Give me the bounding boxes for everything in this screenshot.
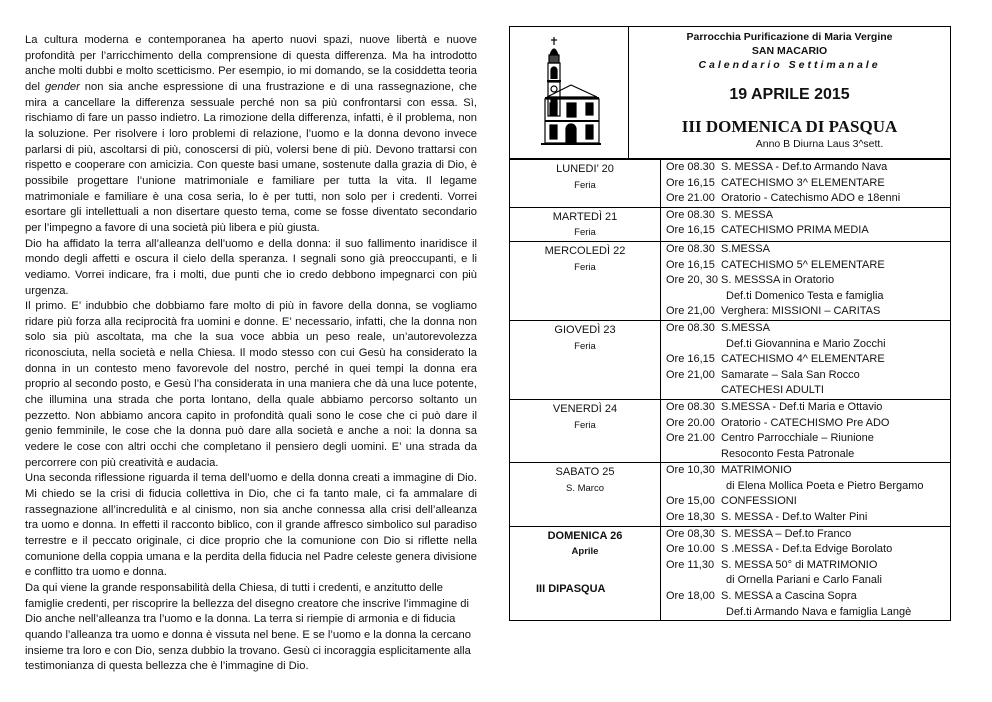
day-subtitle: S. Marco [565,482,604,494]
slot-time: Ore 08.30 [666,242,715,255]
slot-description: CATECHISMO 4^ ELEMENTARE [721,353,885,366]
slot-time [661,605,726,621]
slot-description: CONFESSIONI [721,495,797,508]
day-subtitle: Feria [574,227,596,239]
day-name: MARTEDÌ 21 [552,210,618,223]
schedule-day-cell [510,526,661,621]
schedule-table [509,159,951,621]
schedule-slot [661,223,950,239]
slot-description: MATRIMONIO [721,464,792,477]
day-name: SABATO 25 [555,466,615,479]
schedule-slot [661,242,950,258]
day-extra-label: III DIPASQUA [536,582,606,595]
schedule-slot [661,479,950,495]
day-subtitle: Feria [574,179,596,191]
slot-description: S. MESSA - Def.to Walter Pini [721,511,868,524]
slot-description: di Elena Mollica Poeta e Pietro Bergamo [726,479,924,492]
schedule-row [510,463,951,526]
schedule-day-cell [510,207,661,241]
slot-time: Ore 08.30 [666,208,715,221]
day-subtitle: Feria [574,340,596,352]
slot-description: Oratorio - Catechismo ADO e 18enni [721,192,901,205]
schedule-slot [661,542,950,558]
slot-description: S .MESSA - Def.ta Edvige Borolato [721,543,893,556]
schedule-slots-cell [661,241,951,320]
schedule-slot [661,176,950,192]
schedule-slot [661,416,950,432]
schedule-row [510,320,951,399]
schedule-slots-cell [661,399,951,462]
day-subtitle: Feria [574,419,596,431]
slot-description: S. MESSA [721,208,773,221]
schedule-slot [661,208,950,224]
slot-description: Def.ti Giovannina e Mario Zocchi [726,337,886,350]
slot-time: Ore 08.30 [666,400,715,413]
day-name: DOMENICA 26 [547,529,623,542]
calendar-header [509,26,951,159]
article-paragraph: La cultura moderna e contemporanea ha aperto nuovi spazi, nuove libertà e nuove profondità per l’arricchimento della comprensione di questa differenza. Ma ha introdotto anche molti dubbi e molto scetticismo. Per esempio, io mi domando, se la cosiddetta teoria del gender non sia anche espressione di una frustrazione e di una rassegnazione, che mira a cancellare la differenza sessuale perché non sa più confrontarsi con essa. Sì, rischiamo di fare un passo indietro. La rimozione della differenza, infatti, è il problema, non la soluzione. Per risolvere i loro problemi di relazione, l’uomo e la donna devono invece parlarsi di più, ascoltarsi di più, conoscersi di più, volersi bene di più. Devono trattarsi con rispetto e cooperare con amicizia. Con queste basi umane, sostenute dalla grazia di Dio, è possibile progettare l’unione matrimoniale e familiare per tutta la vita. Il legame matrimoniale e familiare è una cosa seria, lo è per tutti, non solo per i credenti. Vorrei esortare gli intellettuali a non disertare questo tema, come se fosse diventato secondario per l’impegno a favore di una società più libera e più giusta. [25,34,478,234]
calendar-date: 19 APRILE 2015 [729,86,850,103]
slot-time [661,447,721,463]
slot-description: Oratorio - CATECHISMO Pre ADO [721,416,890,429]
slot-time: Ore 08.30 [666,161,715,173]
slot-time: Ore 21,00 [666,305,715,318]
slot-time: Ore 08,30 [666,527,715,540]
schedule-slot [661,289,950,305]
slot-time [661,573,726,589]
article-paragraph: Da qui viene la grande responsabilità della Chiesa, di tutti i credenti, e anzitutto delle famiglie credenti, per riscoprire la bellezza del disegno creatore che inscrive l’immagine di Dio anche nell’alleanza tra l’uomo e la donna. La terra si riempie di armonia e di fiducia quando l’alleanza tra uomo e donna è vissuta nel bene. E se l’uomo e la donna la cercano insieme tra loro e con Dio, senza dubbio la trovano. Gesù ci incoraggia esplicitamente alla testimonianza di questa bellezza che è l’immagine di Dio. [25,581,471,673]
slot-time: Ore 10,30 [666,464,715,477]
slot-description: S.MESSA [721,321,770,334]
slot-time [661,289,726,305]
article-paragraph: Una seconda riflessione riguarda il tema dell’uomo e della donna creati a immagine di Dio. Mi chiedo se la crisi di fiducia collettiva in Dio, che ci fa tanto male, ci fa ammalare di rassegnazione all’incredulità e al cinismo, non sia anche connessa alla crisi dell’alleanza tra uomo e donna. In effetti il racconto biblico, con il grande affresco simbolico sul paradiso terrestre e il peccato originale, ci dice proprio che la comunione con Dio si riflette nella comunione della coppia umana e la perdita della fiducia nel Padre celeste genera divisione e conflitto tra uomo e donna. [25,472,477,579]
slot-description: Verghera: MISSIONI – CARITAS [721,305,881,318]
day-subtitle: Aprile [571,546,599,558]
schedule-slots-cell [661,463,951,526]
schedule-slots-cell [661,207,951,241]
schedule-slot [661,352,950,368]
slot-description: S. MESSA – Def.to Franco [721,527,852,540]
slot-description: S. MESSA a Cascina Sopra [721,590,857,603]
schedule-day-cell [510,241,661,320]
article-paragraph: Il primo. E’ indubbio che dobbiamo fare molto di più in favore della donna, se vogliamo ridare più forza alla reciprocità fra uomini e donne. E’ necessario, infatti, che la donna non solo sia più ascoltata, ma che la sua voce abbia un peso reale, un’autorevolezza riconosciuta, nella società e nella Chiesa. Il modo stesso con cui Gesù ha considerato la donna in un contesto meno favorevole del nostro, perché in quei tempi la donna era proprio al secondo posto, e Gesù l’ha considerata in una maniera che dà una luce potente, che illumina una strada che porta lontano, della quale abbiamo percorso soltanto un pezzetto. Non abbiamo ancora capito in profondità quali sono le cose che ci può dare il genio femminile, le cose che la donna può dare alla società e anche a noi: la donna sa vedere le cose con altri occhi che completano il pensiero degli uomini. E’ una strada da percorrere con più creatività e audacia. [25,300,477,469]
schedule-slots-cell [661,160,951,208]
schedule-slot [661,510,950,526]
slot-time [661,337,726,353]
slot-time [661,479,726,495]
day-name: VENERDÌ 24 [552,402,618,415]
schedule-slot [661,447,950,463]
schedule-slot [661,527,950,543]
schedule-slot [661,589,950,605]
article-text [25,33,477,675]
slot-description: S. MESSA - Def.to Armando Nava [721,161,888,173]
schedule-slot [661,160,950,176]
schedule-slot [661,558,950,574]
slot-time: Ore 16,15 [666,224,715,237]
slot-description: S. MESSA 50° di MATRIMONIO [721,558,878,571]
schedule-slot [661,431,950,447]
slot-description: Def.ti Domenico Testa e famiglia [726,289,884,302]
church-bell-tower-icon [537,35,601,151]
schedule-day-cell [510,463,661,526]
slot-time: Ore 11,30 [666,558,715,571]
schedule-slots-cell [661,526,951,621]
slot-description: Def.ti Armando Nava e famiglia Langè [726,605,912,618]
slot-time: Ore 20, 30 [666,274,718,287]
schedule-slot [661,191,950,207]
slot-description: S.MESSA - Def.ti Maria e Ottavio [721,400,883,413]
slot-time [661,383,721,399]
schedule-slot [661,400,950,416]
day-name: GIOVEDÌ 23 [554,323,616,336]
slot-time: Ore 18,00 [666,590,715,603]
calendar-label: Calendario Settimanale [698,59,881,71]
slot-time: Ore 16,15 [666,258,715,271]
slot-time: Ore 20.00 [666,416,715,429]
schedule-row [510,207,951,241]
slot-description: di Ornella Pariani e Carlo Fanali [726,574,882,587]
slot-time: Ore 21.00 [666,192,715,205]
parish-name: Parrocchia Purificazione di Maria Vergine [686,31,893,43]
schedule-row [510,160,951,208]
slot-description: S.MESSA [721,242,770,255]
parish-place: SAN MACARIO [751,45,828,57]
slot-time: Ore 21,00 [666,368,715,381]
schedule-slot [661,383,950,399]
day-name: LUNEDI’ 20 [556,163,614,175]
schedule-slot [661,368,950,384]
schedule-slot [661,321,950,337]
slot-time: Ore 10.00 [666,543,715,556]
schedule-slot [661,304,950,320]
schedule-slot [661,573,950,589]
schedule-slot [661,605,950,621]
slot-description: CATECHISMO 5^ ELEMENTARE [721,258,885,271]
schedule-row [510,399,951,462]
schedule-row [510,526,951,621]
schedule-day-cell [510,399,661,462]
slot-time: Ore 16,15 [666,353,715,366]
schedule-slot [661,463,950,479]
schedule-row [510,241,951,320]
day-subtitle: Feria [574,261,596,273]
slot-description: S. MESSSA in Oratorio [721,274,835,287]
schedule-slot [661,494,950,510]
slot-description: Centro Parrocchiale – Riunione [721,432,874,445]
slot-time: Ore 18,30 [666,511,715,524]
slot-description: Resoconto Festa Patronale [721,447,855,460]
weekly-calendar [509,26,951,621]
slot-time: Ore 21.00 [666,432,715,445]
schedule-slot [661,258,950,274]
slot-description: CATECHESI ADULTI [721,384,824,397]
slot-description: CATECHISMO 3^ ELEMENTARE [721,176,885,189]
slot-time: Ore 08.30 [666,321,715,334]
slot-description: CATECHISMO PRIMA MEDIA [721,224,869,237]
schedule-slots-cell [661,320,951,399]
gender-term: gender [44,80,80,93]
schedule-slot [661,337,950,353]
slot-time: Ore 15,00 [666,495,715,508]
day-name: MERCOLEDÌ 22 [544,244,626,257]
schedule-day-cell [510,160,661,208]
liturgical-sunday: III DOMENICA DI PASQUA [681,117,898,136]
article-paragraph: Dio ha affidato la terra all’alleanza dell’uomo e della donna: il suo fallimento inaridisce il mondo degli affetti e oscura il cielo della speranza. I segnali sono già preoccupanti, e li vediamo. Vorrei indicare, fra i molti, due punti che io credo debbono impegnarci con più urgenza. [25,237,477,297]
church-logo [510,27,629,158]
liturgical-year: Anno B Diurna Laus 3^sett. [755,138,884,150]
schedule-slot [661,273,950,289]
slot-time: Ore 16,15 [666,176,715,189]
slot-description: Samarate – Sala San Rocco [721,368,860,381]
schedule-day-cell [510,320,661,399]
